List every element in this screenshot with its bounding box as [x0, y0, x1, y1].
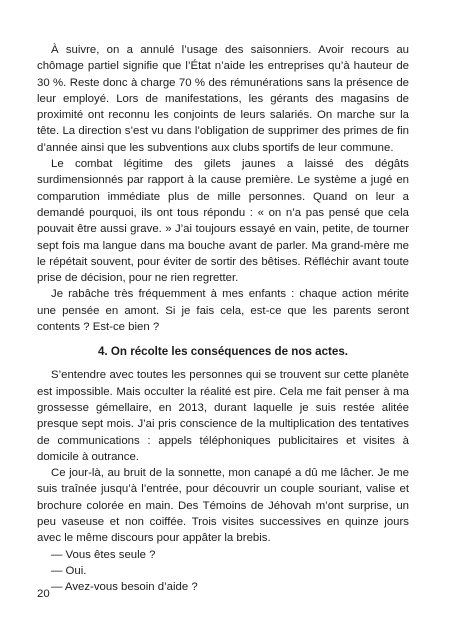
paragraph-seasonal-workers: À suivre, on a annulé l’usage des saisonniers. Avoir recours au chômage partiel signifie que l’État n’aide les entreprises qu’à hauteur de 30 %. Reste donc à charge 70 % des rémunérations sans la présence de leur employé. Lors de manifestations, les gérants des magasins de proximité ont reconnu les conjoints de leurs salariés. On marche sur la tête. La direction s’est vu dans l’obligation de supprimer des primes de fin d’année ainsi que les subventions aux clubs sportifs de leur commune. — [37, 44, 409, 154]
paragraph-twin-pregnancy: S’entendre avec toutes les personnes qui se trouvent sur cette planète est impossible. Mais occulter la réalité est pire. Cela me fait penser à ma grossesse gémellaire, en 2013, durant laquelle je suis restée alitée presque sept mois. J’ai pris conscience de la multiplication des tentatives de communications : appels téléphoniques publicitaires et visites à domicile à outrance. — [37, 369, 409, 463]
paragraph-yellow-vests: Le combat légitime des gilets jaunes a laissé des dégâts surdimensionnés par rapport à la cause première. Le système a jugé en comparution immédiate plus de mille personnes. Quand on leur a demandé pourquoi, ils ont tous répondu : « on n’a pas pensé que cela pouvait être aussi grave. » J’ai toujours essayé en vain, petite, de tourner sept fois ma langue dans ma bouche avant de parler. Ma grand-mère me le répétait souvent, pour éviter de sortir des bêtises. Réfléchir avant toute prise de décision, pour ne rien regretter. — [37, 158, 409, 285]
dialogue-line: — Avez-vous besoin d’aide ? — [51, 581, 198, 594]
paragraph-children: Je rabâche très fréquemment à mes enfants : chaque action mérite une pensée en amont. Si je fais cela, est-ce que les parents seront contents ? Est-ce bien ? — [37, 288, 409, 334]
section-heading: 4. On récolte les conséquences de nos actes. — [97, 345, 348, 359]
dialogue-line: — Vous êtes seule ? — [51, 548, 156, 561]
dialogue-line: — Oui. — [51, 564, 87, 577]
page-body — [37, 42, 409, 596]
paragraph-doorbell: Ce jour-là, au bruit de la sonnette, mon canapé a dû me lâcher. Je me suis traînée jusqu’à l’entrée, pour découvrir un couple souriant, valise et brochure colorée en main. Des Témoins de Jéhovah m’ont surprise, un peu vaseuse et non coiffée. Trois visites successives en quinze jours avec le même discours pour appâter la brebis. — [37, 467, 409, 545]
page-number: 20 — [37, 588, 50, 600]
